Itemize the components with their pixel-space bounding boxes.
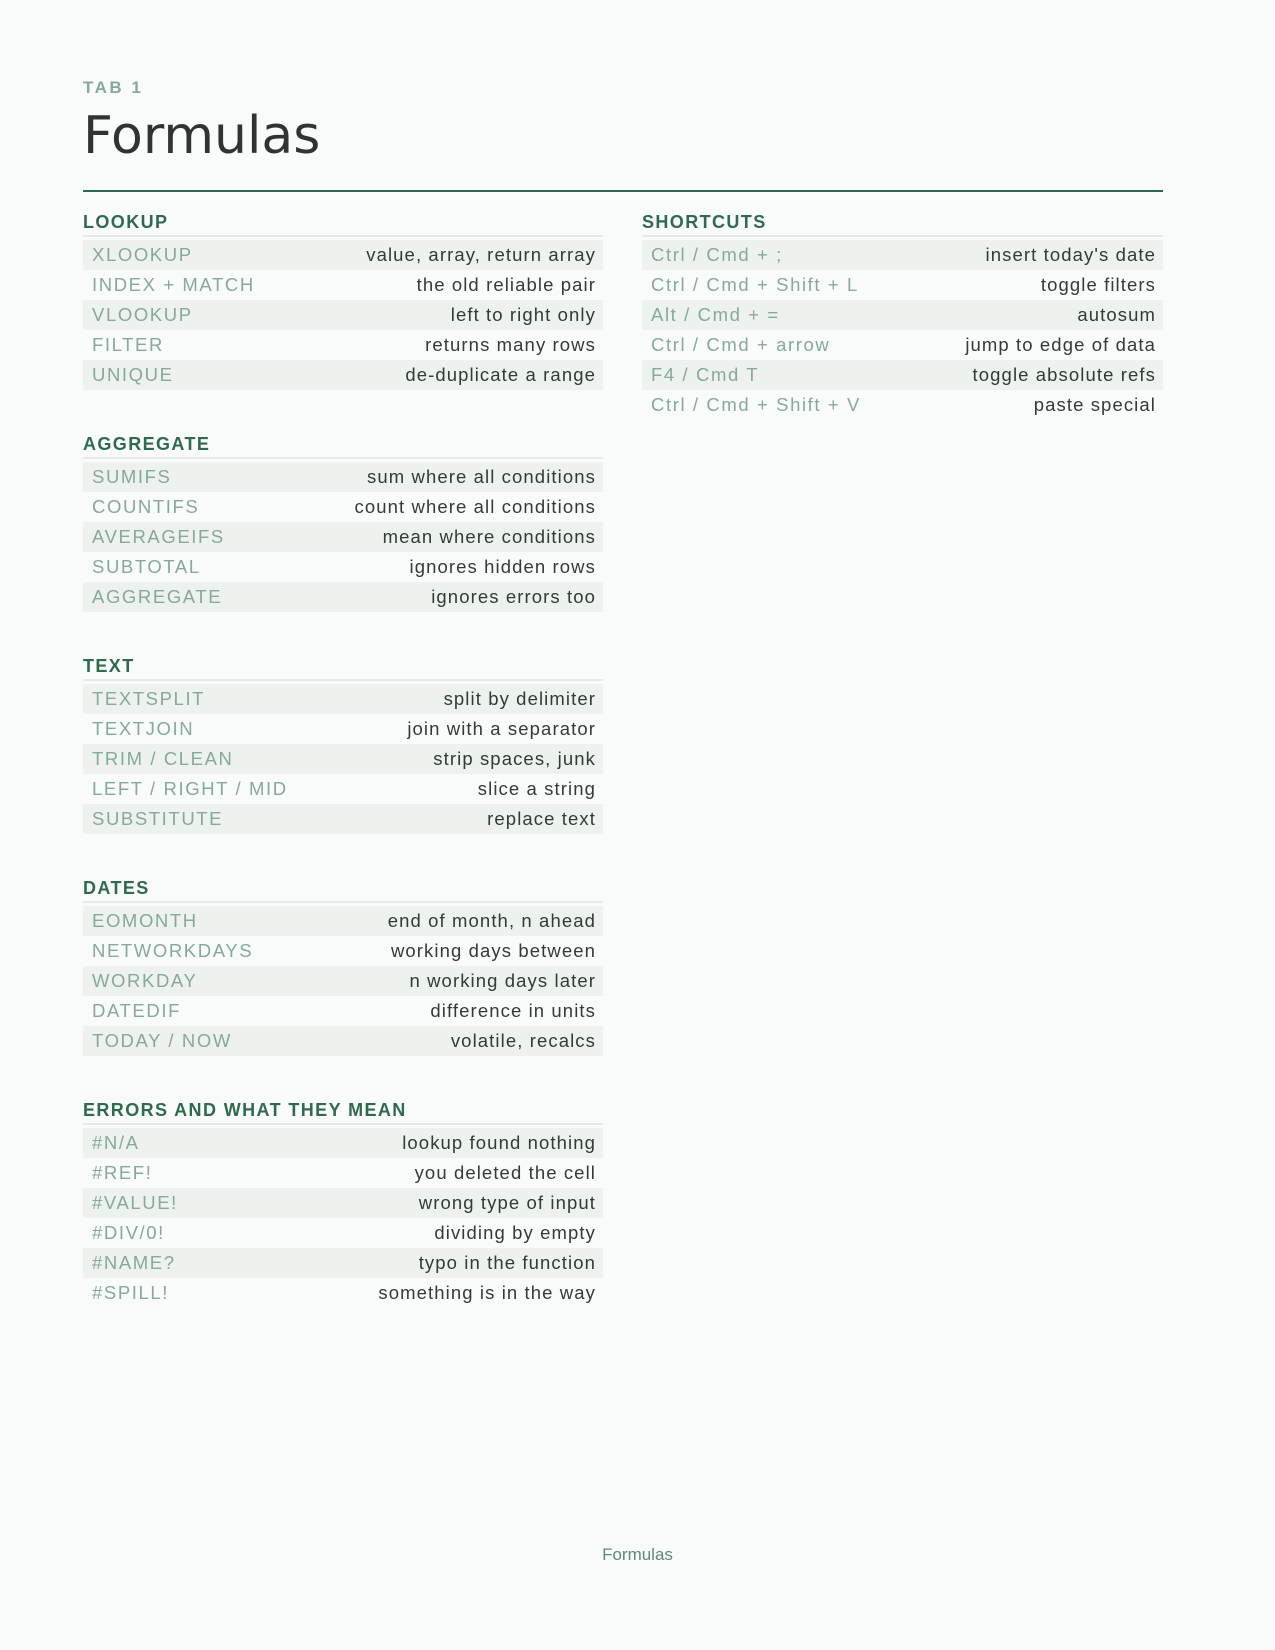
formula-name: EOMONTH: [92, 910, 198, 931]
right-column: [642, 204, 1163, 456]
formula-description: you deleted the cell: [414, 1162, 596, 1183]
table-row: [83, 552, 603, 582]
section-rows: [83, 684, 603, 834]
formula-description: returns many rows: [425, 334, 596, 355]
formula-description: join with a separator: [407, 718, 596, 739]
formula-name: #SPILL!: [92, 1282, 170, 1303]
table-row: [642, 270, 1163, 300]
table-row: [83, 1026, 603, 1056]
tab-label: TAB 1: [83, 78, 144, 97]
formula-name: TEXTSPLIT: [92, 688, 206, 709]
formula-description: autosum: [1077, 304, 1156, 325]
table-row: [83, 804, 603, 834]
table-row: [642, 330, 1163, 360]
formula-name: INDEX + MATCH: [92, 274, 255, 295]
formula-name: #REF!: [92, 1162, 153, 1183]
table-row: [642, 300, 1163, 330]
section-dates: [83, 870, 603, 1056]
formula-name: AVERAGEIFS: [92, 526, 225, 547]
page: [83, 0, 1163, 1650]
formula-name: VLOOKUP: [92, 304, 193, 325]
table-row: [83, 462, 603, 492]
formula-description: working days between: [390, 940, 596, 961]
table-row: [83, 744, 603, 774]
table-row: [83, 330, 603, 360]
formula-description: wrong type of input: [418, 1192, 596, 1213]
formula-name: Ctrl / Cmd + Shift + L: [651, 274, 859, 295]
section-heading: TEXT: [83, 648, 603, 681]
table-row: [83, 966, 603, 996]
formula-description: mean where conditions: [382, 526, 596, 547]
formula-description: strip spaces, junk: [433, 748, 596, 769]
formula-name: Ctrl / Cmd + arrow: [651, 334, 831, 355]
formula-description: value, array, return array: [366, 244, 596, 265]
formula-name: TEXTJOIN: [92, 718, 195, 739]
section-rows: [83, 240, 603, 390]
formula-name: Ctrl / Cmd + ;: [651, 244, 783, 265]
section-heading: ERRORS AND WHAT THEY MEAN: [83, 1092, 603, 1125]
formula-description: split by delimiter: [443, 688, 596, 709]
formula-name: FILTER: [92, 334, 164, 355]
section-rows: [642, 240, 1163, 420]
formula-name: TRIM / CLEAN: [92, 748, 234, 769]
table-row: [83, 774, 603, 804]
table-row: [83, 1278, 603, 1308]
formula-name: SUMIFS: [92, 466, 172, 487]
formula-name: TODAY / NOW: [92, 1030, 232, 1051]
formula-name: AGGREGATE: [92, 586, 223, 607]
formula-description: insert today's date: [985, 244, 1156, 265]
table-row: [83, 1128, 603, 1158]
formula-description: count where all conditions: [354, 496, 596, 517]
formula-description: end of month, n ahead: [387, 910, 596, 931]
formula-description: n working days later: [409, 970, 596, 991]
section-text: [83, 648, 603, 834]
formula-name: Ctrl / Cmd + Shift + V: [651, 394, 861, 415]
formula-description: slice a string: [477, 778, 596, 799]
section-rows: [83, 462, 603, 612]
table-row: [83, 996, 603, 1026]
formula-name: SUBTOTAL: [92, 556, 201, 577]
formula-name: #VALUE!: [92, 1192, 178, 1213]
table-row: [83, 1188, 603, 1218]
formula-description: typo in the function: [418, 1252, 596, 1273]
table-row: [83, 684, 603, 714]
section-rows: [83, 906, 603, 1056]
left-column: [83, 204, 603, 1344]
formula-description: volatile, recalcs: [450, 1030, 596, 1051]
formula-name: LEFT / RIGHT / MID: [92, 778, 288, 799]
table-row: [83, 492, 603, 522]
formula-description: left to right only: [450, 304, 596, 325]
formula-description: sum where all conditions: [367, 466, 596, 487]
formula-description: de-duplicate a range: [405, 364, 596, 385]
formula-name: NETWORKDAYS: [92, 940, 254, 961]
formula-name: F4 / Cmd T: [651, 364, 760, 385]
table-row: [83, 1158, 603, 1188]
table-row: [83, 906, 603, 936]
formula-description: jump to edge of data: [965, 334, 1156, 355]
page-footer: Formulas: [602, 1545, 673, 1564]
formula-name: #NAME?: [92, 1252, 176, 1273]
table-row: [642, 390, 1163, 420]
formula-description: paste special: [1033, 394, 1156, 415]
table-row: [83, 240, 603, 270]
table-row: [642, 240, 1163, 270]
formula-name: #DIV/0!: [92, 1222, 165, 1243]
table-row: [83, 582, 603, 612]
formula-name: Alt / Cmd + =: [651, 304, 780, 325]
title-divider: [83, 190, 1163, 192]
formula-description: lookup found nothing: [402, 1132, 596, 1153]
page-title: Formulas: [83, 106, 321, 166]
formula-name: SUBSTITUTE: [92, 808, 224, 829]
formula-name: DATEDIF: [92, 1000, 181, 1021]
section-aggregate: [83, 426, 603, 612]
section-lookup: [83, 204, 603, 390]
table-row: [83, 1218, 603, 1248]
formula-description: the old reliable pair: [416, 274, 596, 295]
formula-name: UNIQUE: [92, 364, 174, 385]
formula-description: dividing by empty: [434, 1222, 596, 1243]
formula-description: toggle filters: [1040, 274, 1156, 295]
formula-description: something is in the way: [378, 1282, 596, 1303]
table-row: [83, 300, 603, 330]
section-rows: [83, 1128, 603, 1308]
table-row: [83, 714, 603, 744]
section-heading: LOOKUP: [83, 204, 603, 237]
formula-description: replace text: [487, 808, 596, 829]
section-errors: [83, 1092, 603, 1308]
formula-description: toggle absolute refs: [972, 364, 1156, 385]
table-row: [83, 522, 603, 552]
table-row: [83, 270, 603, 300]
formula-name: XLOOKUP: [92, 244, 193, 265]
formula-name: #N/A: [92, 1132, 140, 1153]
table-row: [83, 936, 603, 966]
section-shortcuts: [642, 204, 1163, 420]
section-heading: DATES: [83, 870, 603, 903]
formula-description: ignores errors too: [431, 586, 596, 607]
table-row: [83, 1248, 603, 1278]
table-row: [642, 360, 1163, 390]
section-heading: AGGREGATE: [83, 426, 603, 459]
section-heading: SHORTCUTS: [642, 204, 1163, 237]
table-row: [83, 360, 603, 390]
formula-description: difference in units: [430, 1000, 596, 1021]
formula-name: COUNTIFS: [92, 496, 200, 517]
formula-description: ignores hidden rows: [409, 556, 596, 577]
formula-name: WORKDAY: [92, 970, 198, 991]
